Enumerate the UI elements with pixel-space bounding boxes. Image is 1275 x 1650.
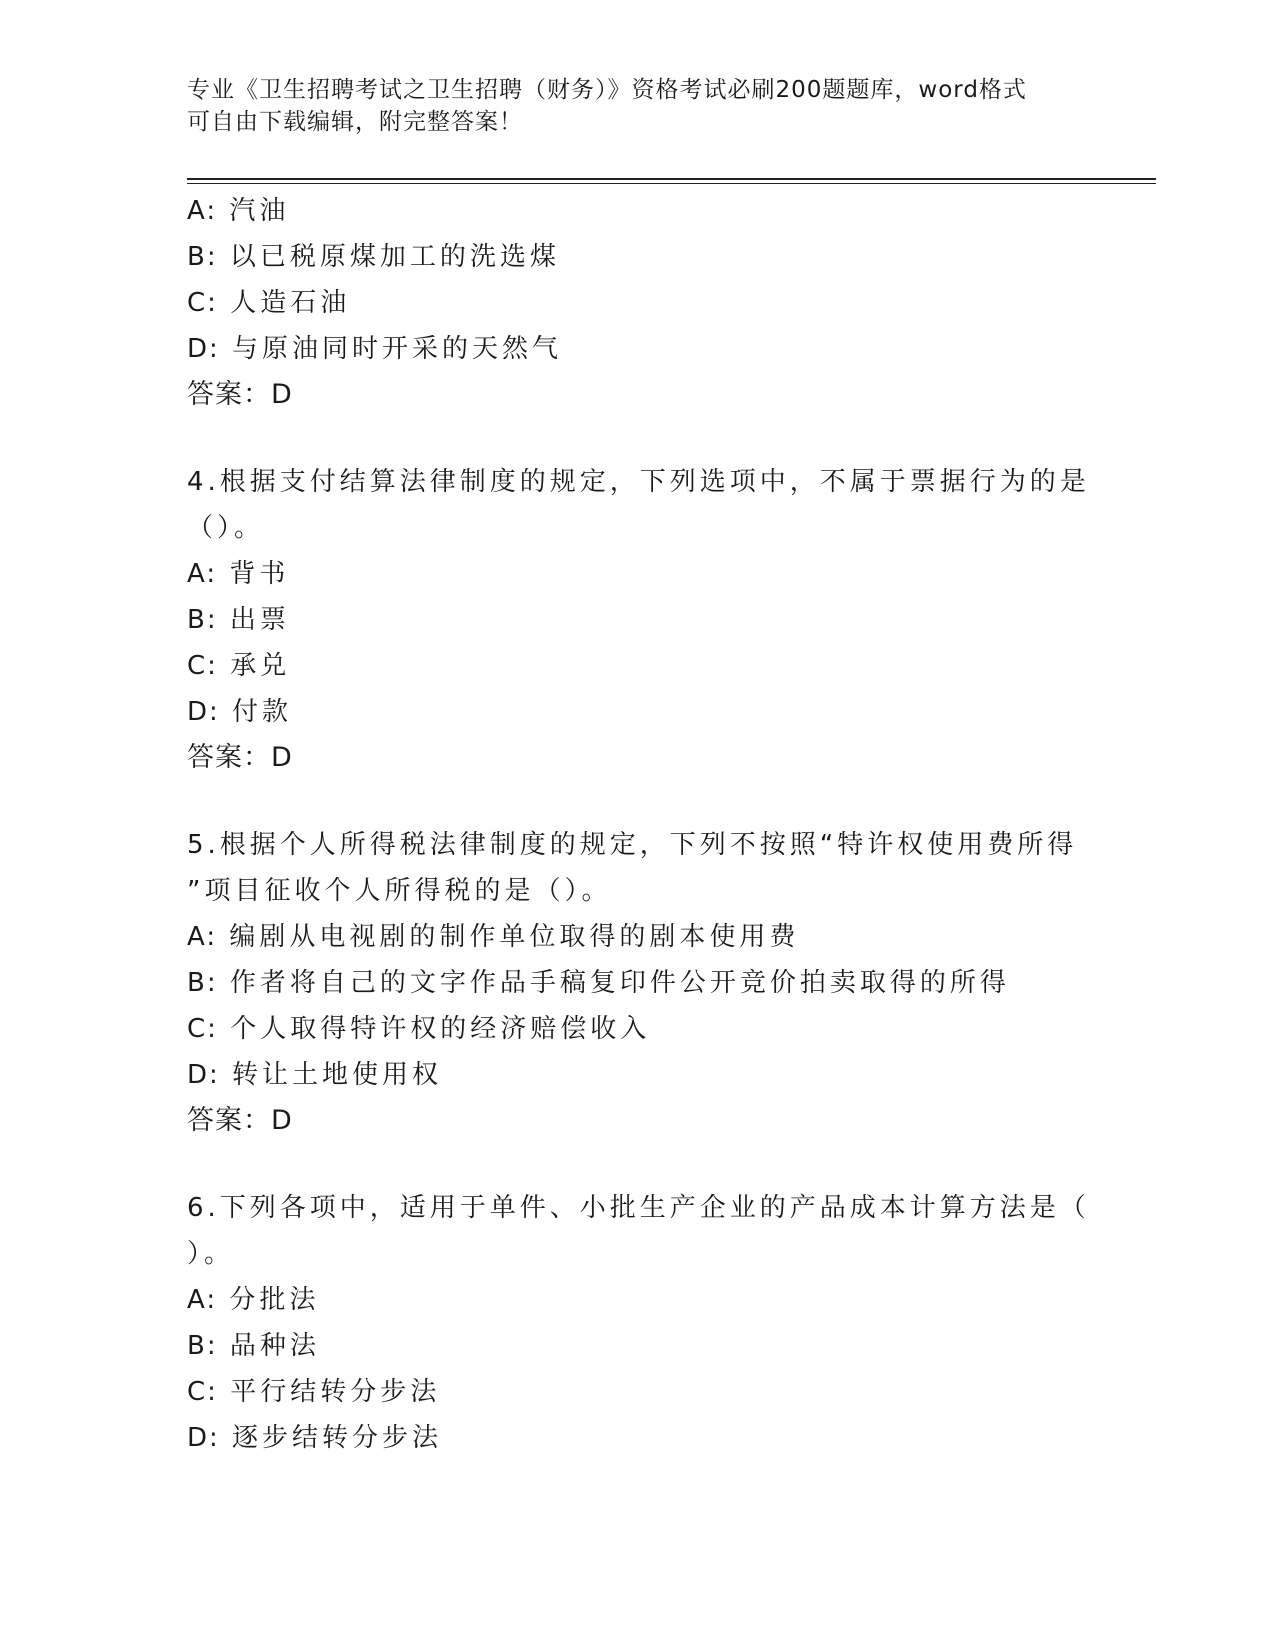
option-a <box>187 1277 1087 1323</box>
option-label: C: <box>187 651 218 681</box>
option-label: A: <box>187 559 218 589</box>
option-text: 分批法 <box>229 1285 320 1315</box>
option-text: 平行结转分步法 <box>230 1377 441 1407</box>
option-label: B: <box>187 968 218 998</box>
option-text: 编剧从电视剧的制作单位取得的剧本使用费 <box>229 922 800 952</box>
question-stem-continued: ”项目征收个人所得税的是（）。 <box>187 876 612 906</box>
question-stem: 5.根据个人所得税法律制度的规定，下列不按照“特许权使用费所得 <box>187 830 1078 860</box>
option-d <box>187 689 1087 735</box>
question-3-options <box>187 188 1087 418</box>
option-b <box>187 960 1087 1006</box>
option-label: D: <box>187 1423 220 1453</box>
header-title-line1: 专业《卫生招聘考试之卫生招聘（财务）》资格考试必刷200题题库，word格式 <box>187 77 1027 103</box>
option-c <box>187 643 1087 689</box>
option-label: A: <box>187 922 218 952</box>
option-text: 与原油同时开采的天然气 <box>232 334 563 364</box>
option-b <box>187 1323 1087 1369</box>
option-label: D: <box>187 697 220 727</box>
option-label: C: <box>187 288 218 318</box>
option-label: B: <box>187 605 218 635</box>
option-b <box>187 597 1087 643</box>
option-text: 付款 <box>232 697 293 727</box>
answer-line: 答案：D <box>187 379 293 410</box>
option-text: 以已税原煤加工的洗选煤 <box>229 242 560 272</box>
header-divider-thin <box>187 183 1156 184</box>
option-a <box>187 914 1087 960</box>
option-c <box>187 280 1087 326</box>
option-label: C: <box>187 1014 218 1044</box>
option-text: 出票 <box>229 605 290 635</box>
option-c <box>187 1006 1087 1052</box>
option-label: A: <box>187 196 218 226</box>
option-text: 个人取得特许权的经济赔偿收入 <box>230 1014 651 1044</box>
question-6 <box>187 1185 1090 1461</box>
option-text: 作者将自己的文字作品手稿复印件公开竞价拍卖取得的所得 <box>229 968 1010 998</box>
document-header <box>187 74 1087 138</box>
option-d <box>187 1052 1087 1098</box>
option-label: D: <box>187 334 220 364</box>
option-a <box>187 551 1087 597</box>
option-text: 汽油 <box>229 196 290 226</box>
option-c <box>187 1369 1087 1415</box>
option-text: 转让土地使用权 <box>232 1060 443 1090</box>
question-4 <box>187 459 1090 781</box>
option-text: 品种法 <box>229 1331 320 1361</box>
header-title-line2: 可自由下载编辑，附完整答案！ <box>187 109 523 135</box>
question-stem: 4.根据支付结算法律制度的规定，下列选项中，不属于票据行为的是 <box>187 467 1090 497</box>
option-label: C: <box>187 1377 218 1407</box>
option-text: 逐步结转分步法 <box>232 1423 443 1453</box>
option-a <box>187 188 1087 234</box>
question-stem-continued: （）。 <box>187 513 265 543</box>
option-label: A: <box>187 1285 218 1315</box>
option-text: 承兑 <box>230 651 291 681</box>
option-label: B: <box>187 242 218 272</box>
question-spacer <box>187 418 1087 459</box>
question-stem: 6.下列各项中，适用于单件、小批生产企业的产品成本计算方法是（ <box>187 1193 1090 1223</box>
option-text: 背书 <box>229 559 290 589</box>
answer-line: 答案：D <box>187 742 293 773</box>
option-label: D: <box>187 1060 220 1090</box>
option-text: 人造石油 <box>230 288 351 318</box>
option-label: B: <box>187 1331 218 1361</box>
question-5 <box>187 822 1087 1144</box>
option-d <box>187 1415 1087 1461</box>
question-stem-continued: ）。 <box>187 1239 235 1269</box>
question-spacer <box>187 781 1087 822</box>
option-d <box>187 326 1087 372</box>
option-b <box>187 234 1087 280</box>
question-spacer <box>187 1144 1087 1185</box>
answer-line: 答案：D <box>187 1105 293 1136</box>
header-divider-thick <box>187 178 1156 180</box>
question-list <box>187 188 1090 1461</box>
